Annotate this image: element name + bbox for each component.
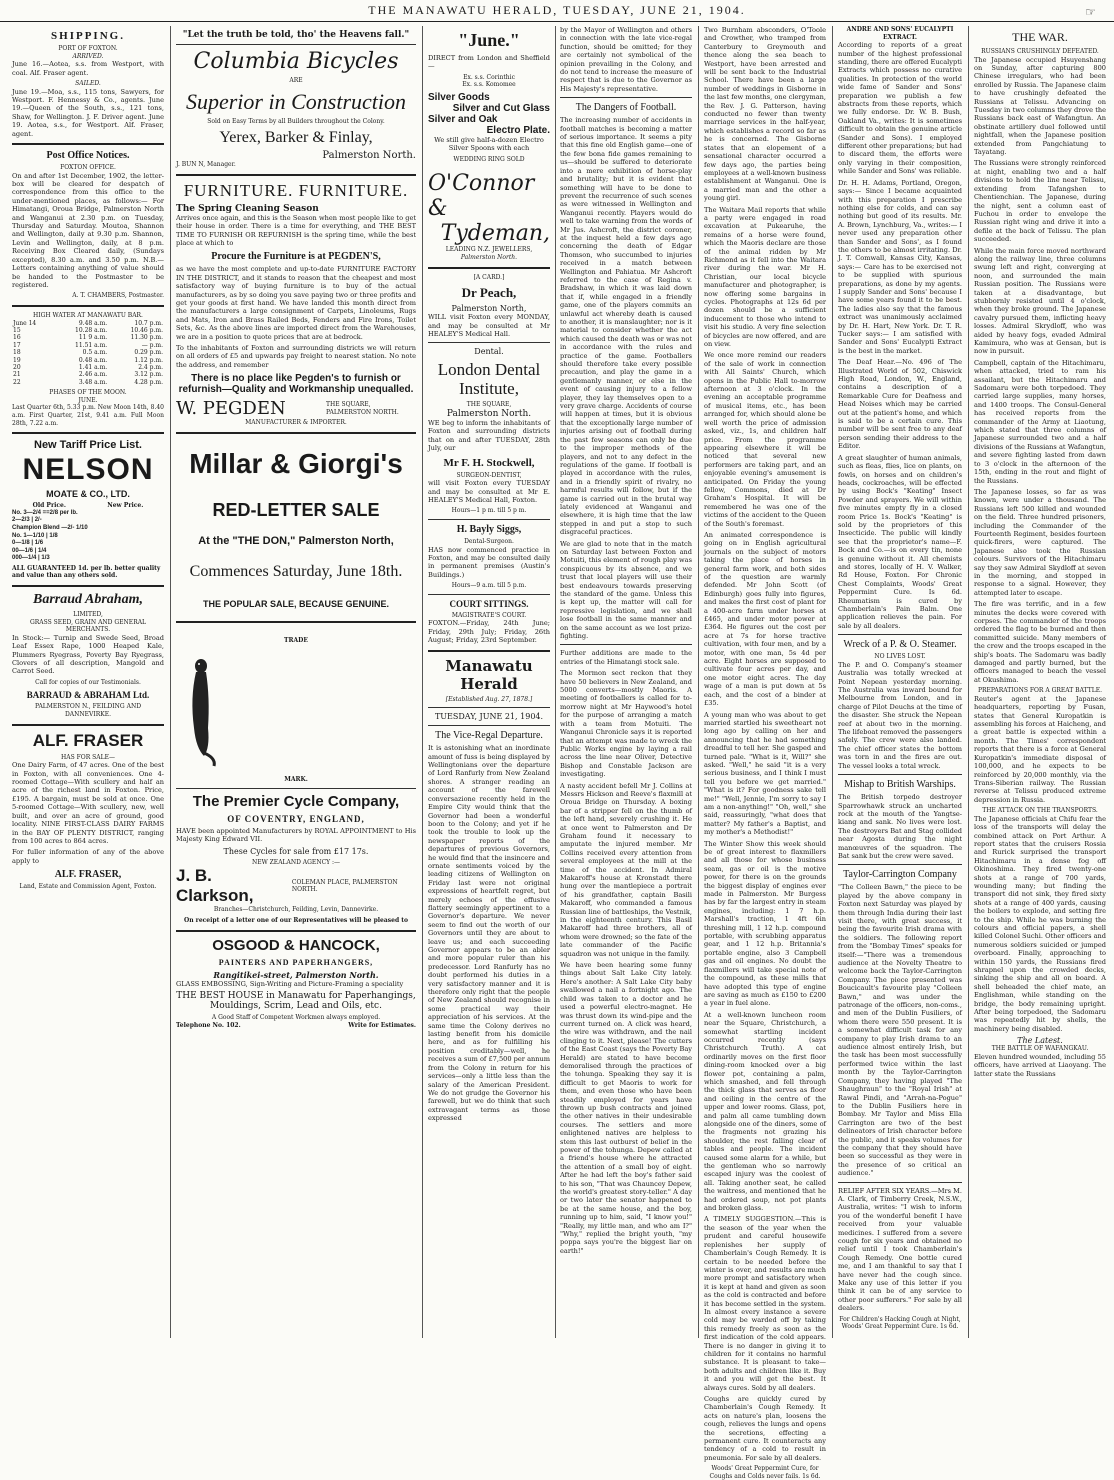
siggs-text: HAS now commenced practice in Foxton, and may be consulted daily in permanent premises (Austin's Buildings.) bbox=[428, 545, 550, 579]
column-2 bbox=[172, 26, 420, 1338]
tide-cell: 10.28 a.m. bbox=[75, 326, 108, 334]
tide-cell: 9.48 a.m. bbox=[78, 319, 108, 327]
andre-text-2: Dr. H. H. Adams, Portland, Oregon, says:— Since I became acquainted with this preparation I prescribe nothing else for colds, and can say nothing but good of its results. Mr. A. Brown, Lynchburg, Va., writes:— I never used any preparation other than Sander and Sons', as I found the others to be almost irritating. Dr. J. T. Comwall, Kansas City, Kansas, says:— Care has to be exercised not to be supplied with spurious preparations, as done by my agents. I supply Sander and Sons' because I have some years found it to be best. The ladies also say that the famous extract was unanimously acclaimed by Dr. H. Hart, New York. Dr. T. R. Tucker says:— I am satisfied with Sander and Sons' Eucalypti Extract is the best in the market. bbox=[838, 178, 962, 355]
tide-cell: 21 bbox=[13, 371, 21, 379]
relief-text: RELIEF AFTER SIX YEARS.—Mrs M. A. Clark, of Timberry Creek, N.S.W., Australia, writes: "I wish to inform you of the wonderful benefit I have received from your valuable medicines. I suffered from a severe cough for six years and obtained no relief until I took Chamberlain's Cough Remedy. One bottle cured me, and I am thankful to say that I have never had the cough since. Make any use of this letter if you think it can be of any service to other poor sufferers." For sale by all dealers. bbox=[838, 1186, 962, 1313]
mishap-text: The British torpedo destroyer Sparrowhawk struck an uncharted rock at the mouth of the Yangtse-kiang and sank. No lives were lost. The destroyers Bat and Stag collided near Agosta during the night manœuvres of the squadron. The Bat sank but the crew were saved. bbox=[838, 793, 962, 860]
wafangkau-heading: THE BATTLE OF WAFANGKAU. bbox=[991, 1045, 1089, 1053]
peach-text: WILL visit Foxton every MONDAY, and may be consulted at Mr HEALEY'S Medical Hall. bbox=[428, 313, 550, 338]
tide-row bbox=[12, 349, 164, 356]
issue-date: TUESDAY, JUNE 21, 1904. bbox=[434, 712, 544, 722]
barraud-sub: GRASS SEED, GRAIN AND GENERAL MERCHANTS. bbox=[29, 618, 147, 634]
manager: J. BUN N, Manager. bbox=[176, 161, 236, 169]
tydeman-heading: Tydeman, bbox=[440, 221, 550, 247]
electro-plate: Electro Plate. bbox=[486, 125, 550, 136]
further-text: Further additions are made to the entries of the Himatangi stock sale. bbox=[560, 649, 692, 666]
tide-cell: 20 bbox=[13, 363, 21, 371]
tide-cell: 18 bbox=[13, 349, 21, 357]
column-1 bbox=[8, 26, 168, 1338]
tariff-row: 000—1/4 | 1/3 bbox=[12, 555, 50, 562]
local-text-3: We have been hearing some funny things about Salt Lake City lately. Here's another: A Salt Lake City baby swallowed a nail a fortnight ago. The child was taken to a doctor and he used a powerful electro-magnet. He was thrust down its wind-pipe and the current turned on. A click was heard, the wire was withdrawn, and the nail clinging to it. Next, please! The cutters of the East Coast (says the Poverty Bay Herald) are stated to have become demoralised through the practices of the tohunga. Speaking they say it is difficult to get Maoris to work for them, and even those who have been steadily employed for years have thrown up bush contracts and joined the other natives in their undesirable courses. The settlers and more enlightened natives are helpless to stem this last outburst of belief in the power of the tohunga. Depew called at a friend's house where he attracted the attention of a small boy of eight. After he had left the boy's father said to his son, "That was Chauncey Depew, the world's greatest story-teller." A day or two later the senator happened to be at the same house, and the boy, running up to him, said, "I know you!" "Really, my little man, and who am I?" "Why," replied the bright youth, "my poppa says you're the biggest liar on earth!" bbox=[560, 961, 692, 1255]
column-rule bbox=[968, 26, 969, 1338]
wreck-heading: Wreck of a P. & O. Steamer. bbox=[843, 639, 957, 651]
tide-heading: HIGH WATER AT MANAWATU BAR. bbox=[33, 311, 143, 319]
london-dental: London Dental Institute, bbox=[437, 360, 541, 399]
war-text-1: The Japanese occupied Hsuyenshang on Sunday, after capturing 800 Chinese irregulars, who had been enrolled by Russia. The Japanese claim to have crushingly defeated the Russians at Telissu. Advancing on Tuesday in two columns they drove the Russians back east of Wafangtun. An obstinate artillery duel followed until nightfall, when the Japanese position extended from Pangchiatung to Tayatang. bbox=[974, 55, 1106, 157]
sailed-label: SAILED. bbox=[75, 80, 101, 87]
andre-text-3: The Deaf Hear.—No. 496 of The Illustrated World of 502, Chiswick High Road, London, W., England, contains a description of a Remarkable Cure for Deafness and Head Noises which may be carried out at the patient's home, and which is said to be a certain cure. This number will be sent free to any deaf person sending their address to the Editor. bbox=[838, 358, 962, 451]
war-text-6: The fire was terrific, and in a few minutes the decks were covered with corpses. The commander of the troops ordered the flag to be burned and then committed suicide. Many members of the crew and the troops escaped in the ship's boats. The Sadomaru was badly damaged and partly burned, but the officers managed to beach the vessel at Okushima. bbox=[974, 600, 1106, 684]
news-9: Coughs are quickly cured by Chamberlain's Cough Remedy. It acts on nature's plan, loosens the cough, relieves the lungs and opens the secretions, effecting a permanent cure. It counteracts any tendency of a cold to result in pneumonia. For sale by all dealers. bbox=[704, 1395, 826, 1462]
local-text-1: The Mormon sect reckon that they have 50 believers in New Zealand, and 5000 converts—mostly Maoris. A meeting of footballers is called for to-morrow night at Mr Haywood's hotel for the purpose of arranging a match with a team from Motuiti. The Wanganui Chronicle says it is reported that an attempt was made to wreck the Public Works engine by laying a rail across the line near Oliver, Detective Bishop and Constable Jackson are investigating. bbox=[560, 669, 692, 779]
local-text-2: A nasty accident befell Mr J. Collins at Messrs Hickson and Reeve's flaxmill at Oroua Bridge on Thursday. A boxing bar of a stripper fell on the thumb of the left hand, severely crushing it. He at once went to Palmerston and Dr Graham found it necessary to amputate the injured member. Mr Collins received every attention from several employees at the mill at the time of the accident. In Admiral Makaroff's house at Kronstadt there hung over the mantlepiece a portrait of his grandfather, captain Basili Makaroff, who commanded a famous Russian line of battleships, the Vestnik, in the eighteenth century. This Basil Makaroff had three brothers, all of whom were drowned; so the fate of the late commander of the Pacific squadron was not unique in the family. bbox=[560, 781, 692, 958]
sold-on: Sold on Easy Terms by all Builders throughout the Colony. bbox=[207, 117, 385, 125]
tide-cell: 22 bbox=[13, 378, 21, 386]
columbia-heading: Columbia Bicycles bbox=[193, 49, 399, 74]
tide-cell: 11.30 p.m. bbox=[130, 334, 163, 342]
clarkson-name: J. B. Clarkson, bbox=[176, 866, 254, 906]
glad-text: We are glad to note that in the match on Saturday last between Foxton and Motuiti, this element of rough play was conspicuous by its absence, and we trust that local players will use their best endeavours towards preserving the standard of the game. Unless this is kept up, the matter will call for repressive legislation, and we shall lose football in the same manner and on the same account as we lost prize-fighting. bbox=[560, 539, 692, 641]
procure-heading: Procure the Furniture is at PEGDEN'S, bbox=[211, 251, 381, 263]
latest-heading: The Latest. bbox=[1017, 1036, 1063, 1046]
court-heading: COURT SITTINGS. bbox=[449, 598, 529, 609]
leading-jewellers: LEADING N.Z. JEWELLERS, bbox=[445, 246, 533, 254]
barraud-places: PALMERSTON N., FEILDING AND DANNEVIRKE. bbox=[34, 703, 142, 719]
siggs-sub: Dental-Surgeon. bbox=[464, 538, 514, 546]
magistrate: MAGISTRATE'S COURT. bbox=[451, 611, 527, 619]
pegden-block bbox=[176, 398, 416, 419]
foxton-text: To the inhabitants of Foxton and surrounding districts we will return on all orders of £5 and upwards pay freight to nearest station. No note the address, and remember bbox=[176, 344, 416, 369]
tide-cell: 10.46 p.m. bbox=[130, 326, 163, 334]
stockwell-hours: Hours—1 p m. till 5 p m. bbox=[451, 507, 527, 515]
tide-cell: 3.48 a.m. bbox=[78, 378, 108, 386]
clarkson-address: COLEMAN PLACE, PALMERSTON NORTH. bbox=[291, 878, 398, 894]
tariff-row: 0—1/8 | 1/6 bbox=[12, 540, 44, 547]
andre-heading: ANDRE AND SONS' EUCALYPTI EXTRACT. bbox=[846, 26, 954, 41]
tariff-row: Champion Blend —2/- 1/10 bbox=[12, 524, 88, 531]
post-office-text: On and after 1st December, 1902, the letter-box will be cleared for despatch of correspondence from this office to the under-mentioned places, as follows:— For Himatangi, Oroua Bridge, Palmerston North and Wanganui at 2.30 p.m. on Tuesday, Thursday and Saturday. Moutoa, Shannon and Wellington, daily at 9.30 p.m. Shannon, Levin and Wellington, daily, at 8 p.m. Receiving Box Cleared daily, (Sundays excepted), 8.30 a.m. and 3.50 p.m. N.B.—Letters containing anything of value should be handed to the Postmaster to be registered. bbox=[12, 171, 164, 289]
wafangkau-text: Eleven hundred wounded, including 55 officers, have arrived at Liaoyang. The latter state the Russians bbox=[974, 1052, 1106, 1078]
yerex-heading: Yerex, Barker & Finlay, bbox=[219, 129, 373, 147]
column-rule bbox=[698, 26, 699, 1338]
spring-heading: The Spring Cleaning Season bbox=[176, 203, 319, 214]
coventry: OF COVENTRY, ENGLAND, bbox=[227, 814, 365, 825]
tariff-note: ALL GUARANTEED 1d. per lb. better quality and value than any others sold. bbox=[12, 564, 161, 580]
tide-cell: 0.29 p.m. bbox=[134, 349, 163, 357]
news-4: An animated correspondence is going on in English agricultural journals on the subject of motors taking the place of horses in general farm work, and both sides of the question are warmly defended. Mr John Scott (of Edinburgh) goes fully into figures, and makes the first cost of plant for a 400-acre farm under horses at £465, and under motor power at £364. He figures out the cost per acre at 7s for horse tractive cultivation, with four men, and by a motor, with one man, 5s 4d per acre. Eight horses are supposed to cultivate four acres per day, and one motor eight acres. The day wage of a man is put down at 5s each, and the cost of a binder at £35. bbox=[704, 530, 826, 708]
fraser-heading: ALF. FRASER bbox=[32, 730, 144, 750]
andre-text-1: According to reports of a great number of the highest professional standing, there are offered Eucalypti Extracts which possess no curative qualities. In protection of the world wide fame of Sander and Sons' preparation we publish a few abstracts from these reports, which we fully endorse. Dr. W. B. Bush, Oakland Va., writes: It is sometimes difficult to obtain the genuine article (Sander and Sons). I employed different other preparations; but had to discard them, the efforts were only varying in their composition, while Sander and Sons' was reliable. bbox=[838, 41, 962, 176]
nelson-logo: NELSON bbox=[22, 453, 154, 487]
write-estimates: Write for Estimates. bbox=[348, 1021, 416, 1029]
postmaster: A. T. CHAMBERS, Postmaster. bbox=[72, 292, 164, 300]
june-heading: "June." bbox=[458, 30, 520, 50]
newspaper-title: THE MANAWATU HERALD, TUESDAY, JUNE 21, 1904. bbox=[368, 3, 746, 17]
glass-text: GLASS EMBOSSING, Sign-Writing and Picture-Framing a speciality bbox=[176, 979, 404, 988]
war-heading: THE WAR. bbox=[1012, 30, 1068, 44]
preparations-text: Reuter's agent at the Japanese headquarters, reporting by Fusan, states that General Kuropatkin is assembling his forces at Haicheng, and a great battle is expected within a month. The Times' correspondent reports that there is a force at General Kuropatkin's immediate disposal of 100,000, and he expects to be reinforced by 20,000 monthly, via the Trans-Siberian railway. The Russian reverse at Telissu produced extreme depression in Russia. bbox=[974, 694, 1106, 804]
tariff-heading: New Tariff Price List. bbox=[34, 439, 142, 452]
moon-heading: PHASES OF THE MOON. bbox=[49, 389, 127, 397]
arrived-text: June 16.—Aotea, s.s. from Westport, with coal. Alf. Fraser agent. bbox=[12, 60, 164, 77]
mishap-heading: Mishap to British Warships. bbox=[844, 779, 956, 791]
direct-text: DIRECT from London and Sheffield— bbox=[428, 54, 550, 71]
tide-cell: 2.46 a.m. bbox=[78, 371, 108, 379]
woods-ad: Woods' Great Peppermint Cure, for Coughs and Colds never fails. 1s 6d. bbox=[709, 1465, 821, 1480]
attack-text: The Japanese officials at Chifu fear the loss of the transports will delay the combined attack on Port Arthur. A report states that the cruisers Rossia and Rurick surprised the transport Hitachimaru in a dense fog off Okinoshima. They fired twenty-one shots at a range of 700 yards, wounding many; but finding the transport did not sink, they fired sixty shots at a range of 400 yards, causing the boilers to explode, and setting fire to the ship. While he was burning the colours and official papers, a shell killed Colonel Suchi. Other officers and numerous soldiers suicided or jumped overboard. Finally, approaching to within 150 yards, the Russians fired shrapnel upon the crowded decks, sinking the ship and all on board. A shell beheaded the chief mate, an Englishman, while standing on the bridge, the body remaining upright. After being torpedoed, the Sadomaru was repeatedly hit by shells, the machinery being disabled. bbox=[974, 814, 1106, 1033]
preparations-heading: PREPARATIONS FOR A GREAT BATTLE. bbox=[978, 687, 1102, 695]
tariff-row: No. 1—1/10 | 1/8 bbox=[12, 532, 58, 539]
tide-table bbox=[12, 320, 164, 387]
oconnor-heading: O'Connor & bbox=[428, 171, 535, 222]
in-stock-text: In Stock:— Turnip and Swede Seed, Broad Leaf Essex Rape, 1000 Heaped Kale, Plummers Ryegrass, Poverty Bay Ryegrass, Clovers of all description, Mangold and Carrot Seed. bbox=[12, 633, 164, 676]
tide-cell: 19 bbox=[13, 356, 21, 364]
post-office-heading: Post Office Notices. bbox=[46, 150, 130, 162]
tide-cell: 11 9 a.m. bbox=[78, 334, 108, 342]
pegden-sub: MANUFACTURER & IMPORTER. bbox=[245, 419, 347, 427]
tide-cell: 2.4 p.m. bbox=[138, 363, 163, 371]
siggs-hours: Hours—9 a.m. till 5 p.m. bbox=[451, 582, 527, 590]
news-3: We once more remind our readers of the sale of work in connection with All Saints' Church, which opens in the Public Hall to-morrow afternoon at 3 o'clock. In the evening an acceptable programme of musical items, etc., has been arranged for, which should alone be well worth the price of admission asked, viz., 1s, and children half price. From the programme appearing elsewhere it will be noticed that several new performers are taking part, and an enjoyable evening's amusement is anticipated. On Friday the young fellow, Commons, died at Dr Graham's Hospital. It will be remembered he was one of the victims of the accident to the Queen of the South's foremast. bbox=[704, 351, 826, 528]
tariff-list bbox=[12, 510, 164, 563]
tariff-head: Old Price. New Price. bbox=[32, 502, 144, 510]
tide-cell: — p.m. bbox=[141, 341, 163, 349]
peach-heading: Dr Peach, bbox=[461, 285, 517, 301]
tide-row bbox=[12, 334, 164, 341]
tide-cell: 17 bbox=[13, 341, 21, 349]
war-text-4: Campbell, captain of the Hitachimaru, when attacked, tried to ram his assailant, but the Hitachimaru and Sadomaru were both torpedoed. They carried large supplies, many horses, and 1400 troops. The Consul-General has received reports from the commander of the Army at Liaotung, which stated that three columns of Japanese surrounded two and a half divisions of the Russians at Wafangtun, and severe fighting lasted from dawn to 3 o'clock in the afternoon of the 15th, ending in the rout and flight of the Russians. bbox=[974, 358, 1106, 485]
column-rule bbox=[422, 26, 423, 1338]
andre-text-4: A great slaughter of human animals, such as fleas, flies, lice on plants, on fowls, on horses and on children's heads, cockroaches, will be effected by using Bock's "Keating" Insect Powder and sprayers. We will within five minutes empty fly in a closed room Price 1s. Bock's "Keating" is sold by the proprietors of this Insecticide. The public will kindly see that the proprietor's name—F. Bock and Co.—is on every tin, none is genuine without it. All chemists and stores, locally of H. V. Walker, Rd House, Foxton. For Chronic Chest Complaints, Woods' Great Peppermint Cure. Is 6d. Rheumatism is cured by Chamberlain's Pain Balm. One application relieves the pain. For sale by all dealers. bbox=[838, 453, 962, 630]
the-square: THE SQUARE, bbox=[466, 401, 512, 409]
war-text-3: While the main force moved northward along the railway line, three columns swung left and right, converging at noon, and surrounded the main Russian position. The Russians were taken at a disadvantage, but stubbornly resisted until 4 o'clock, when they broke ground. The Japanese cavalry pursued them, inflicting heavy losses. Admiral Skrydloff, who was aided by heavy fogs, evaded Admiral Kamimura, who was at Gensan, but is now in pursuit. bbox=[974, 246, 1106, 356]
ferret-trademark-icon bbox=[176, 648, 226, 768]
war-text-2: The Russians were strongly reinforced at night, enabling two and a half divisions to hold the line near Telissu, extending from Tafangshen to Chentienchian. The Japanese, during the night, sent a column east of Fuchou in order to envelope the Russian right wing and drive it into a defile at the back of Telissu. The plan succeeded. bbox=[974, 159, 1106, 244]
tide-cell: 0.48 a.m. bbox=[78, 356, 108, 364]
news-7: At a well-known luncheon room near the Square, Christchurch, a somewhat startling incident occurred recently (says Christchurch Truth). A cat ordinarily moves on the first floor dining-room knocked over a big flower pot, containing a palm, which smashed, and fell through the thick glass that serves as floor and ceiling in the centre of the upper and lower rooms. Glass, pot, and palm all came tumbling down alongside one of the diners, some of the fragments not grazing his shoulder, the rest falling clear of tables and people. The incident caused some alarm for a while, but the gentleman who so narrowly escaped injury was the coolest of all. Taking another seat, he called the waitress, and mentioned that he had ordered soup, not pot plants and broken glass. bbox=[704, 1010, 826, 1213]
silver-oak: Silver and Oak bbox=[428, 114, 498, 125]
barraud-ltd: LIMITED, bbox=[73, 611, 103, 619]
osgood-footer bbox=[176, 1022, 416, 1030]
tide-row bbox=[12, 327, 164, 334]
good-staff: A Good Staff of Competent Workmen always employed. bbox=[211, 1014, 381, 1022]
sale-text: One Dairy Farm, of 47 acres. One of the best in Foxton, with all conveniences. One 4-roomed Cottage—With scullery and half an acre of the richest land in Foxton. Price, £195. A bargain, must be sold at once. One 5-roomed Cottage—With scullery, new, well built, and over an acre of ground, good locality. NINE FIRST-CLASS DAIRY FARMS in the BAY OF PLENTY DISTRICT, ranging from 100 acres to 864 acres. bbox=[12, 761, 164, 845]
clarkson-block bbox=[176, 866, 416, 906]
tide-cell: 10.7 p.m. bbox=[134, 319, 163, 327]
silver-cut-glass: Silver and Cut Glass bbox=[452, 103, 550, 114]
pointing-hand-icon: ☞ bbox=[1085, 5, 1098, 19]
column-4 bbox=[556, 26, 696, 1338]
column-3 bbox=[424, 26, 554, 1338]
tariff-row: No. 3—2/4 ==2/8 per lb. bbox=[12, 509, 78, 516]
wedding-ring: WEDDING RING SOLD bbox=[453, 155, 525, 163]
motto: "Let the truth be told, tho' the Heavens fall." bbox=[182, 30, 410, 40]
nelson-sub: MOATE & CO., LTD. bbox=[46, 489, 130, 500]
tide-row bbox=[12, 342, 164, 349]
barraud-2: BARRAUD & ABRAHAM Ltd. bbox=[26, 690, 150, 701]
dental-label: Dental. bbox=[474, 347, 504, 357]
tide-cell: 4.28 p.m. bbox=[134, 378, 163, 386]
testimonials: Call for copies of our Testimonials. bbox=[35, 678, 141, 686]
surgeon-dentist: SURGEON-DENTIST, bbox=[456, 471, 522, 479]
appointed-text: HAVE been appointed Manufacturers by ROYAL APPOINTMENT to His Majesty King Edward VII. bbox=[176, 827, 416, 844]
agent-text: Land, Estate and Commission Agent, Foxton. bbox=[19, 883, 157, 891]
popular-text: THE POPULAR SALE, BECAUSE GENUINE. bbox=[202, 598, 390, 609]
column-7 bbox=[970, 26, 1110, 1338]
shipping-heading: SHIPPING. bbox=[51, 30, 125, 42]
no-place: There is no place like Pegden's to furnish or refurnish—Quality and Workmanship unequalled. bbox=[178, 373, 414, 396]
tide-cell: 1.41 a.m. bbox=[78, 363, 108, 371]
fraser-2: ALF. FRASER, bbox=[54, 869, 122, 881]
port-heading: PORT OF FOXTON. bbox=[58, 45, 118, 52]
we-beg: WE beg to inform the inhabitants of Foxton and surrounding districts that on and after TUESDAY, 28th July, our bbox=[428, 419, 550, 453]
receipt-text: On receipt of a letter one of our Representatives will be pleased to bbox=[183, 917, 408, 925]
don-text: At the "THE DON," Palmerston North, bbox=[198, 534, 394, 547]
football-text: The increasing number of accidents in football matches is becoming a matter of serious importance. It seems a pity that this fine old English game—one of the few bona fide games remaining to us—should be suffered to deteriorate into a mere exhibition of horse-play and brutality; but it is evident that something will have to be done to prevent the recurrence of such scenes as were witnessed in Wellington and Wanganui recently. Players would do well to take warning from the words of Mr Jus. Ashcroft, the district coroner, at the inquest held a few days ago concerning the death of Edgar Thomson, who succumbed to injuries received in a match between Wellington and Pahiatua. Mr Ashcroft referred to the case of Regina v. Bradshaw, in which it was laid down that if, while engaged in a friendly game, one of the players commits an unlawful act whereby death is caused to another, it is manslaughter; nor is it material to consider whether the act which caused the death was or was not in accordance with the rules and practice of the game. Footballers should therefore take every possible precaution, and play the game in a gentlemanly manner, or else in the event of causing injury to a fellow player, they lay themselves open to a very grave charge. Accidents of course will happen at times, but it is obvious that the exceptionally large number of injuries arising out of football during the past few seasons can only be due to the improper methods of the players, and not to any defect in the regulations of the game. If football is played in accordance with the rules, and in a friendly spirit of rivalry, no harmful results will follow, but if the game is carried out in the brutal way lately evidenced at Wanganui and elsewhere, it is high time that the law stepped in and put a stop to such disgraceful practices. bbox=[560, 116, 692, 537]
sailed-text: June 19.—Moa, s.s., 115 tons, Sawyers, for Westport. F. Hennessy & Co., agents. June 19.—Queen of the South, s.s., 121 tons, Shaw, for Wellington. J. F. Driver agent. June 19. Aotea, s.s., for Westport. Alf. Fraser, agent. bbox=[12, 87, 164, 138]
osgood-heading: OSGOOD & HANCOCK, bbox=[212, 936, 380, 954]
silver-goods: Silver Goods bbox=[428, 92, 490, 103]
best-house: THE BEST HOUSE in Manawatu for Paperhangings, Mouldings, Scrim, Lead and Oils, etc. bbox=[176, 991, 416, 1012]
moon-text: Last Quarter 6th, 5.33 p.m. New Moon 14th, 8.40 a.m. First Quarter, 21st, 9.41 a.m. Full Moon 28th, 7.22 a.m. bbox=[12, 404, 164, 427]
post-office-sub: FOXTON OFFICE. bbox=[60, 164, 116, 172]
nz-agency: NEW ZEALAND AGENCY :— bbox=[251, 858, 341, 866]
column-rule bbox=[832, 26, 833, 1338]
palmerston-2: Palmerston North. bbox=[446, 409, 532, 419]
cycles-price: These Cycles for sale from £17 17s. bbox=[223, 846, 369, 856]
ex-komomee: Ex. s.s. Komomee bbox=[462, 81, 516, 89]
news-8: A TIMELY SUGGESTION.—This is the season of the year when the prudent and careful housewife replenishes her supply of Chamberlain's Cough Remedy. It is certain to be needed before the winter is over, and results are much more prompt and satisfactory when it is kept at hand and given as soon as the cold is contracted and before it has become settled in the system. In almost every instance a severe cold may be warded off by taking this remedy freely as soon as the first indication of the cold appears. There is no danger in giving it to children for it contains no harmful substance. It is pleasant to take—both adults and children like it. Buy it and you will get the best. It always cures. Sold by all dealers. bbox=[704, 1215, 826, 1392]
tariff-row: 2—2/3 | 2/- bbox=[12, 517, 42, 524]
telephone: Telephone No. 102. bbox=[176, 1021, 241, 1029]
siggs-heading: H. Bayly Siggs, bbox=[456, 524, 522, 536]
furniture-heading: FURNITURE. FURNITURE. bbox=[183, 180, 409, 200]
tide-row bbox=[12, 320, 164, 327]
tide-cell: 16 bbox=[13, 334, 21, 342]
rangitikei: Rangitikei-street, Palmerston North. bbox=[213, 969, 379, 980]
trade-label: TRADE bbox=[284, 636, 308, 644]
woods-ad-2: For Children's Hacking Cough at Night, Woods' Great Peppermint Cure. 1s 6d. bbox=[839, 1315, 961, 1331]
tide-cell: 0.5 a.m. bbox=[82, 349, 108, 357]
attack-heading: THE ATTACK ON THE TRANSPORTS. bbox=[982, 807, 1098, 815]
war-text-5: The Japanese losses, so far as was known, were under a thousand. The Russians left 500 killed and wounded on the field. Three hundred prisoners, including the Commander of the Fourteenth Regiment, besides fourteen quick-firers, were captured. The Japanese also took the Russian colours. Survivors of the Hitachimaru say they saw Admiral Skydloff at seven in the morning, and stopped in response to a signal. However, they attempted later to escape. bbox=[974, 487, 1106, 597]
tariff-row: 00—1/6 | 1/4 bbox=[12, 547, 47, 554]
red-letter-heading: RED-LETTER SALE bbox=[212, 499, 380, 520]
painters: PAINTERS AND PAPERHANGERS, bbox=[218, 957, 374, 967]
pegden-address: THE SQUARE, PALMERSTON NORTH. bbox=[326, 401, 399, 416]
masthead bbox=[0, 0, 1114, 22]
tide-cell: 3.12 p.m. bbox=[134, 371, 163, 379]
news-5: A young man who was about to get married startled his sweetheart not long ago by calling on her and announcing that he had something dreadful to tell her. She gasped and turned pale. "What is it, Will?" she asked. "Well," he said "it is a very serious business, and I think I must tell you before we get married." "What is it? For goodness sake tell me!" "Well, Jennie, I'm sorry to say I am a non-anything!" "Oh, well," she said, reassuringly, "what does that matter? My father's a Baptist, and my mother's a Methodist!" bbox=[704, 710, 826, 837]
no-lives-lost: NO LIVES LOST. bbox=[874, 653, 926, 661]
tide-row bbox=[12, 357, 164, 364]
millar-heading: Millar & Giorgi's bbox=[189, 447, 403, 479]
taylor-text: "The Colleen Bawn," the piece to be played by the above company in Foxton next Saturday was played by them through India during their last visit there, with great success, it being the favourite Irish drama with the soldiers. The following report from the "Bombay Times" speaks for itself:—"There was a tremendous audience at the Novelty Theatre to welcome back the Taylor-Carrington Company. The piece presented was Boucicault's favourite play "Colleen Bawn," and was under the patronage of the officers, non-coms., and men of the Dublin Fusiliers, of whom there were 550 present. It is a somewhat difficult task for any company to play Irish drama to an audience almost entirely Irish, but the task has been most successfully performed twice within the last month by the Taylor-Carrington Company, they having played "The Shaughraun" to the "Royal Irish" at Rawal Pindi, and "Arrah-na-Pogue" to the Dublin Fusiliers here in Bombay. Mr Taylor and Miss Ella Carrington are two of the best delineators of Irish character before the public, and it speaks volumes for the company that they should have been so successful as they were in the presence of so critical an audience." bbox=[838, 883, 962, 1178]
yerex-place: Palmerston North. bbox=[322, 150, 416, 162]
peach-place: Palmerston North, bbox=[451, 304, 527, 314]
news-1: Two Burnham absconders, O'Toole and Crowther, who tramped from Canterbury to Greymouth and thence along the sea beach to Westport, have been arrested and will be sent back to the Industrial School. There have been a large number of weddings in Gisborne in the last few months, one clergyman, the Rev. J. G. Patterson, having conducted no fewer than twenty marriage services in the half-year, which establishes a record so far as he is concerned. The Gisborne states that an elopement of a sensational character occurred a few days ago, the parties being employees at a well-known business establishment at Wanganui. One is a married man and the other a young girl. bbox=[704, 26, 826, 203]
card-label: [A CARD.] bbox=[473, 273, 505, 281]
established: [Established Aug. 27, 1878.] bbox=[445, 695, 533, 703]
viceregal-heading: The Vice-Regal Departure. bbox=[435, 730, 543, 742]
tide-cell: 15 bbox=[13, 326, 21, 334]
tide-cell: June 14 bbox=[13, 319, 37, 327]
ex-corinthic: Ex. s.s. Corinthic bbox=[463, 73, 515, 81]
procure-text: as we have the most complete and up-to-date FURNITURE FACTORY IN THE DISTRICT, and it stands to reason that the cheapest and most satisfactory way of buying furniture is to buy of the actual manufacturers, as by so doing you save paying two or three profits and get your goods at first hand. We have landed this month direct from the manufacturers a large consignment of Carpets, Linoleums, Rugs and Mats, Iron and Brass Railed Beds, Fenders and Fire Irons, Toilet Sets, &c. As the above lines are imported direct from the Warehouses, we are in a position to quote prices that are at bedrock. bbox=[176, 265, 416, 341]
spring-text: Arrives once again, and this is the Season when most people like to get their house in order. There is a time for everything, and THE BEST TIME TO FURNISH OR REFURNISH is the spring time, while the best place at which to bbox=[176, 213, 416, 247]
column-6 bbox=[834, 26, 966, 1338]
tide-row bbox=[12, 364, 164, 371]
stockwell-heading: Mr F. H. Stockwell, bbox=[443, 456, 535, 469]
editorial-continued: by the Mayor of Wellington and others in connection with the late vice-regal function, should be omitted; for they are certainly not symbolical of the opinion prevailing in the Colony, and do not tend to increase the measure of respect that is due to the Governor as His Majesty's representative. bbox=[560, 26, 692, 93]
pegden-name: W. PEGDEN bbox=[176, 398, 286, 420]
commences-text: Commences Saturday, June 18th. bbox=[189, 562, 403, 580]
editorial-text: It is astonishing what an inordinate amount of fuss is being displayed by Wellingtonians over the departure of Lord Ranfurly from New Zealand shores. A stranger reading an account of the farewell conversazione recently held in the Empire City would think that the Governor had been a wonderful boon to the Colony; and yet if he took the trouble to look up the newspaper reports of the departures of previous Governors, he would find that the insincere and ornate sentiments voiced by the leading citizens of Wellington on Friday last were not original expressions of heartfelt regret, but merely echoes of the effusive flattery seemingly appertinent to a Governor's departure. We never seem to find out the worth of our Governors until they are about to leave us; and each succeeding Governor appears to be an abler and more popular ruler than his predecessor. Lord Ranfurly has no doubt performed his duties in a very satisfactory manner and it is therefore only right that the people of New Zealand should recognise in some practical way their appreciation of his services. At the same time the Colony derives no lasting benefit from his domicile here, and as for fulfilling his position creditably—well, he receives a sum of £7,500 per annum from the Colony in return for his services—only a little less than the salary of the American President. We do not grudge the Governor his farewell, but we do think that such extravagant terms as those expressed bbox=[428, 744, 550, 1123]
palmerston: Palmerston North. bbox=[460, 254, 518, 261]
arrived-label: ARRIVED. bbox=[72, 52, 104, 60]
russians-heading: RUSSIANS CRUSHINGLY DEFEATED. bbox=[981, 48, 1099, 55]
column-5 bbox=[700, 26, 830, 1480]
superior-heading: Superior in Construction bbox=[185, 88, 406, 114]
barraud-heading: Barraud Abraham, bbox=[33, 592, 143, 608]
we-still: We still give half-a-dozen Electro Silver Spoons with each bbox=[434, 136, 544, 153]
tide-row bbox=[12, 379, 164, 386]
tide-row bbox=[12, 371, 164, 378]
fuller-info: For fuller information of any of the above apply to bbox=[12, 848, 164, 865]
news-2: The Waitara Mail reports that while a party were engaged in road excavation at Pukearuhe, the remains of a horse were found, which the Maoris declare are those of the animal ridden by Mr Richmond as it fell into the Waitara river during the war. Mr H. Christian, our local bicycle manufacturer and photographer, is now offering some bargains in cycles. Photographs at 12s 6d per dozen should be a sufficient inducement to those who intend to visit his studio. A very fine selection of bicycles are now offered, and are on view. bbox=[704, 205, 826, 349]
moon-month: JUNE. bbox=[78, 396, 98, 404]
herald-nameplate: Manawatu Herald bbox=[445, 656, 533, 693]
court-text: FOXTON.—Friday, 24th June; Friday, 29th July; Friday, 26th August; Friday, 23rd September. bbox=[428, 619, 550, 645]
stockwell-text: will visit Foxton every TUESDAY and may be consulted at Mr E. HEALEY'S Medical Hall, Foxton. bbox=[428, 479, 550, 505]
are-text: ARE bbox=[289, 77, 303, 84]
taylor-heading: Taylor-Carrington Company bbox=[843, 869, 957, 881]
premier-heading: The Premier Cycle Company, bbox=[192, 793, 400, 811]
branches: Branches—Christchurch, Feilding, Levin, Dannevirke. bbox=[213, 906, 379, 914]
column-rule bbox=[170, 26, 171, 1338]
football-heading: The Dangers of Football. bbox=[575, 102, 677, 114]
for-sale: HAS FOR SALE— bbox=[61, 753, 115, 761]
mark-label: MARK. bbox=[284, 776, 308, 784]
tide-cell: 1.12 p.m. bbox=[134, 356, 163, 364]
news-6: The Winter Show this week should be of great interest to flaxmillers and all those for whose business seam, gas or oil is the motive power, for there is on the grounds the biggest display of engines ever made in Palmerston. Mr Burgess has by far the largest entry in steam engines, including: 1 7 h.p. Marshall's traction, 1 4ft 6in threshing mill, 1 12 h.p. compound portable, with scrubbing apparatus gear, and 1 12 h.p. Britannia's portable engine, also 3 Campbell gas and oil engines. No doubt the flaxmillers will take special note of the compound, as these mills that have adopted this type of engine are saving as much as £150 to £200 a year in fuel alone. bbox=[704, 839, 827, 1008]
tide-cell: 11.51 a.m. bbox=[75, 341, 108, 349]
wreck-text: The P. and O. Company's steamer Australia was totally wrecked at Point Nepean yesterday morning. The Australia was inward bound for Melbourne from London, and in charge of Pilot Deuchs at the time of the disaster. She struck the Nepean reef at about two in the morning. The lifeboat removed the passengers safely. The crew were also landed. The chief officer states the bottom was torn in and the fires are out. The vessel looks a total wreck. bbox=[838, 660, 962, 770]
